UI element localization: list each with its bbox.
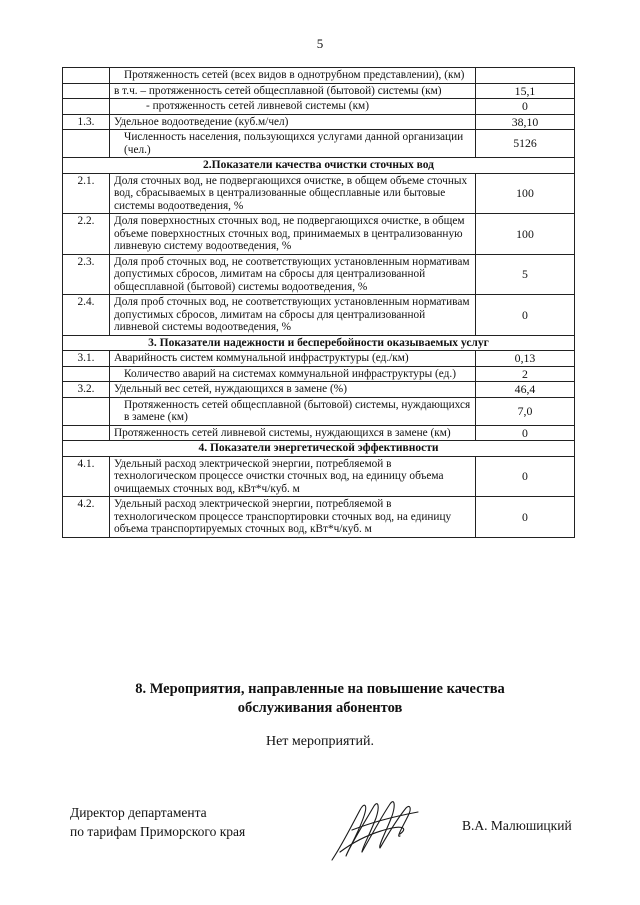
- row-value: 0: [476, 456, 575, 497]
- table-row: [63, 83, 575, 99]
- section-4-title: 4. Показатели энергетической эффективности: [63, 441, 575, 457]
- row-description: Доля сточных вод, не подвергающихся очистке, в общем объеме сточных вод, сбрасываемых в централизованные общесплавные или бытовые системы водоотведения, %: [110, 173, 476, 214]
- row-number: [63, 68, 110, 84]
- row-number: 2.4.: [63, 295, 110, 336]
- table-row: [63, 456, 575, 497]
- row-description: - протяженность сетей ливневой системы (км): [110, 99, 476, 115]
- row-number: [63, 366, 110, 382]
- row-description: Удельное водоотведение (куб.м/чел): [110, 114, 476, 130]
- section-header-row: [63, 441, 575, 457]
- section-2-title: 2.Показатели качества очистки сточных вод: [63, 158, 575, 174]
- row-number: 3.2.: [63, 382, 110, 398]
- section-8-heading: [0, 680, 640, 718]
- row-value: 0: [476, 497, 575, 538]
- table-row: [63, 99, 575, 115]
- row-description: Численность населения, пользующихся услугами данной организации (чел.): [110, 130, 476, 158]
- table-row: [63, 130, 575, 158]
- row-value: 7,0: [476, 397, 575, 425]
- row-value: 5: [476, 254, 575, 295]
- row-number: 2.1.: [63, 173, 110, 214]
- row-description: Удельный вес сетей, нуждающихся в замене (%): [110, 382, 476, 398]
- table-row: [63, 397, 575, 425]
- table-row: [63, 366, 575, 382]
- table-row: [63, 114, 575, 130]
- row-value: 100: [476, 173, 575, 214]
- section-3-title: 3. Показатели надежности и бесперебойности оказываемых услуг: [63, 335, 575, 351]
- row-value: 0: [476, 99, 575, 115]
- indicators-table: [62, 67, 575, 538]
- row-value: 0: [476, 295, 575, 336]
- table-row: [63, 425, 575, 441]
- row-value: 46,4: [476, 382, 575, 398]
- row-number: [63, 397, 110, 425]
- row-description: в т.ч. – протяженность сетей общесплавной (бытовой) системы (км): [110, 83, 476, 99]
- row-value: [476, 68, 575, 84]
- row-description: Аварийность систем коммунальной инфраструктуры (ед./км): [110, 351, 476, 367]
- handwritten-signature: [322, 790, 432, 870]
- table-row: [63, 214, 575, 255]
- table-row: [63, 68, 575, 84]
- row-number: [63, 83, 110, 99]
- row-description: Доля проб сточных вод, не соответствующих установленным нормативам допустимых сбросов, лимитам на сбросы для централизованной ливневой системы водоотведения, %: [110, 295, 476, 336]
- row-value: 5126: [476, 130, 575, 158]
- row-description: Доля проб сточных вод, не соответствующих установленным нормативам допустимых сбросов, лимитам на сбросы для централизованной общесплавной (бытовой) системы водоотведения, %: [110, 254, 476, 295]
- signer-position-line2: по тарифам Приморского края: [70, 824, 246, 839]
- row-value: 2: [476, 366, 575, 382]
- section-8-body: Нет мероприятий.: [265, 734, 375, 749]
- table-row: [63, 254, 575, 295]
- table-row: [63, 351, 575, 367]
- signer-position-line1: Директор департамента: [70, 805, 207, 820]
- row-description: Протяженность сетей ливневой системы, нуждающихся в замене (км): [110, 425, 476, 441]
- signer-position: [70, 803, 245, 841]
- row-number: [63, 425, 110, 441]
- row-number: [63, 130, 110, 158]
- row-number: 1.3.: [63, 114, 110, 130]
- row-value: 0: [476, 425, 575, 441]
- row-number: 3.1.: [63, 351, 110, 367]
- row-value: 100: [476, 214, 575, 255]
- signer-name: В.А. Малюшицкий: [462, 818, 572, 833]
- section-8-heading-line1: 8. Мероприятия, направленные на повышение качества: [135, 681, 505, 697]
- row-description: Протяженность сетей общесплавной (бытовой) системы, нуждающихся в замене (км): [110, 397, 476, 425]
- row-number: 4.1.: [63, 456, 110, 497]
- row-value: 0,13: [476, 351, 575, 367]
- row-number: 4.2.: [63, 497, 110, 538]
- table-row: [63, 497, 575, 538]
- section-header-row: [63, 335, 575, 351]
- row-number: 2.2.: [63, 214, 110, 255]
- row-description: Доля поверхностных сточных вод, не подвергающихся очистке, в общем объеме поверхностных сточных вод, принимаемых в централизованную ливневую систему водоотведения, %: [110, 214, 476, 255]
- row-value: 38,10: [476, 114, 575, 130]
- row-value: 15,1: [476, 83, 575, 99]
- table-row: [63, 382, 575, 398]
- table-row: [63, 173, 575, 214]
- row-description: Количество аварий на системах коммунальной инфраструктуры (ед.): [110, 366, 476, 382]
- row-number: 2.3.: [63, 254, 110, 295]
- page-number: 5: [316, 36, 324, 51]
- row-description: Удельный расход электрической энергии, потребляемой в технологическом процессе очистки сточных вод, на единицу объема очищаемых сточных вод, кВт*ч/куб. м: [110, 456, 476, 497]
- row-description: Удельный расход электрической энергии, потребляемой в технологическом процессе транспортировки сточных вод, на единицу объема транспортируемых сточных вод, кВт*ч/куб. м: [110, 497, 476, 538]
- table-row: [63, 295, 575, 336]
- row-description: Протяженность сетей (всех видов в однотрубном представлении), (км): [110, 68, 476, 84]
- section-8-heading-line2: обслуживания абонентов: [237, 700, 403, 716]
- row-number: [63, 99, 110, 115]
- section-header-row: [63, 158, 575, 174]
